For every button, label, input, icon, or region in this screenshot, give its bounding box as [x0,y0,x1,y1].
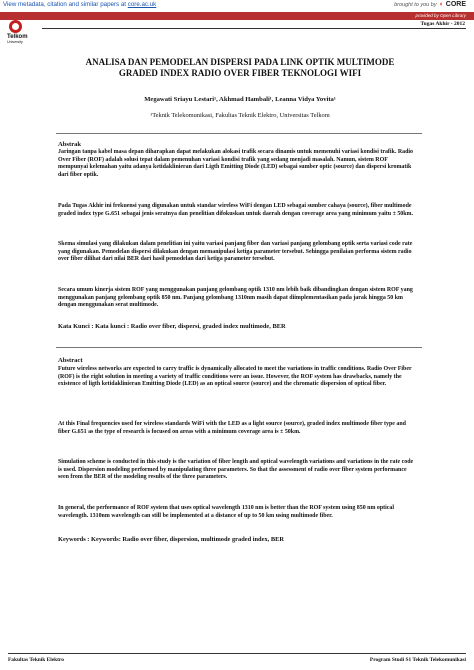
footer-rule [8,653,466,654]
provided-by-text: provided by Open Library [415,13,466,18]
core-logo-text: CORE [445,1,466,8]
core-logo-icon: ◐ [439,1,444,8]
core-banner [0,0,474,12]
abstract-keywords: Keywords : Keywords: Radio over fiber, dispersion, multimode graded index, BER [58,536,284,543]
running-header: Tugas Akhir - 2012 [420,21,465,27]
header-rule [42,28,466,29]
abstrak-paragraph-1: Jaringan tanpa kabel masa depan diharapkan dapat melakukan alokasi trafik secara dinamis untuk memenuhi variasi kondisi trafik. Radio Over Fiber (ROF) adalah solusi tepat dalam pemenuhan variasi kondisi trafik yang sedang menjadi masalah. Namun, sistem ROF mempunyai kelemahan yaitu adanya ketidaklinieran dari Ligth Emitting Diode (LED) sebagai sumber optic (source) dan dispersi kromatik dari fiber optik. [58,149,414,178]
abstract-paragraph-4: In general, the performance of ROF system that uses optical wavelength 1310 nm is better than the ROF system using 850 nm optical wavelength. 1310nm wavelength can still be implemented at a distance of up to 50 km using multimode fiber. [58,505,395,519]
abstrak-keywords: Kata Kunci : Kata kunci : Radio over fiber, dispersi, graded index multimode, BER [58,323,286,330]
abstract-paragraph-2: At this Final frequencies used for wireless standards WiFi with the LED as a light source (source), graded index multimode fiber type and fiber G.651 as the type of research is focused on areas with a minimum coverage area is ± 50km. [58,421,406,435]
brought-by-text: brought to you by [394,1,437,8]
abstract-rule [56,347,422,348]
abstrak-rule [56,133,422,134]
telkom-logo [7,20,35,44]
core-link-text[interactable]: core.ac.uk [127,1,157,8]
footer-faculty: Fakultas Teknik Elektro [8,657,64,663]
abstrak-heading: Abstrak [58,141,82,148]
core-branding [394,1,466,8]
core-metadata-text: View metadata, citation and similar papers at [3,1,128,8]
abstract-paragraph-3: Simulation scheme is conducted in this study is the variation of fiber length and optical wavelength variations and variations in the rate code is used. Dispersion modeling performed by manipulating three parameters. So that the assessment of radio over fiber system performance seen from the BER of the modeling results of the three parameters. [58,459,414,481]
core-logo[interactable] [440,1,466,8]
abstract-heading: Abstract [58,357,83,364]
abstrak-paragraph-4: Secara umum kinerja sistem ROF yang menggunakan panjang gelombang optik 1310 nm lebih baik dibandingkan dengan sistem ROF yang menggunakan panjang gelombang optik 850 nm. Panjang gelombang 1310nm masih dapat diimplementasikan pada jarak hingga 50 km dengan menggunakan serat multimode. [58,287,413,309]
telkom-logo-icon [9,20,22,33]
telkom-logo-name: Telkom [7,34,28,40]
core-metadata-link[interactable] [3,1,156,8]
paper-title [40,57,440,79]
footer-program: Program Studi S1 Teknik Telekomunikasi [369,657,466,663]
abstract-paragraph-1: Future wireless networks are expected to carry traffic is dynamically allocated to meet the variations in traffic conditions. Radio Over Fiber (ROF) is the right solution in meeting a variety of traffic conditions were an issue. However, the ROF system has drawbacks, namely the existence of ligth ketidaklinieran Emitting Diode (LED) as an optical source (source) and the chromatic dispersion of optical fiber. [58,366,412,388]
paper-affiliation: ¹Teknik Telekomunikasi, Fakultas Teknik Elektro, Universitas Telkom [150,112,330,119]
title-line-1: ANALISA DAN PEMODELAN DISPERSI PADA LINK OPTIK MULTIMODE [85,57,395,67]
title-line-2: GRADED INDEX RADIO OVER FIBER TEKNOLOGI WIFI [118,68,362,78]
header-strip [0,12,474,20]
telkom-logo-sub: University [7,40,23,44]
paper-authors: Megawati Sriayu Lestari¹, Akhmad Hambali¹, Leanna Vidya Yovita¹ [144,96,336,103]
abstrak-paragraph-3: Skema simulasi yang dilakukan dalam penelitian ini yaitu variasi panjang fiber dan variasi panjang gelombang optik serta variasi code rate yang digunakan. Pemodelan dispersi dilakukan dengan memanipulasi ketiga parameter tersebut. Sehingga penilaian performa sistem radio over fiber dilihat dari nilai BER dari hasil pemodelan dari ketiga parameter tersebut. [58,241,413,263]
abstrak-paragraph-2: Pada Tugas Akhir ini frekuensi yang digunakan untuk standar wireless WiFi dengan LED sebagai sumber cahaya (source), fiber multimode graded index type G.651 sebagai jenis seratnya dan penelitian difokuskan untuk daerah dengan coverage area yang minimum yaitu ± 50km. [58,203,413,217]
